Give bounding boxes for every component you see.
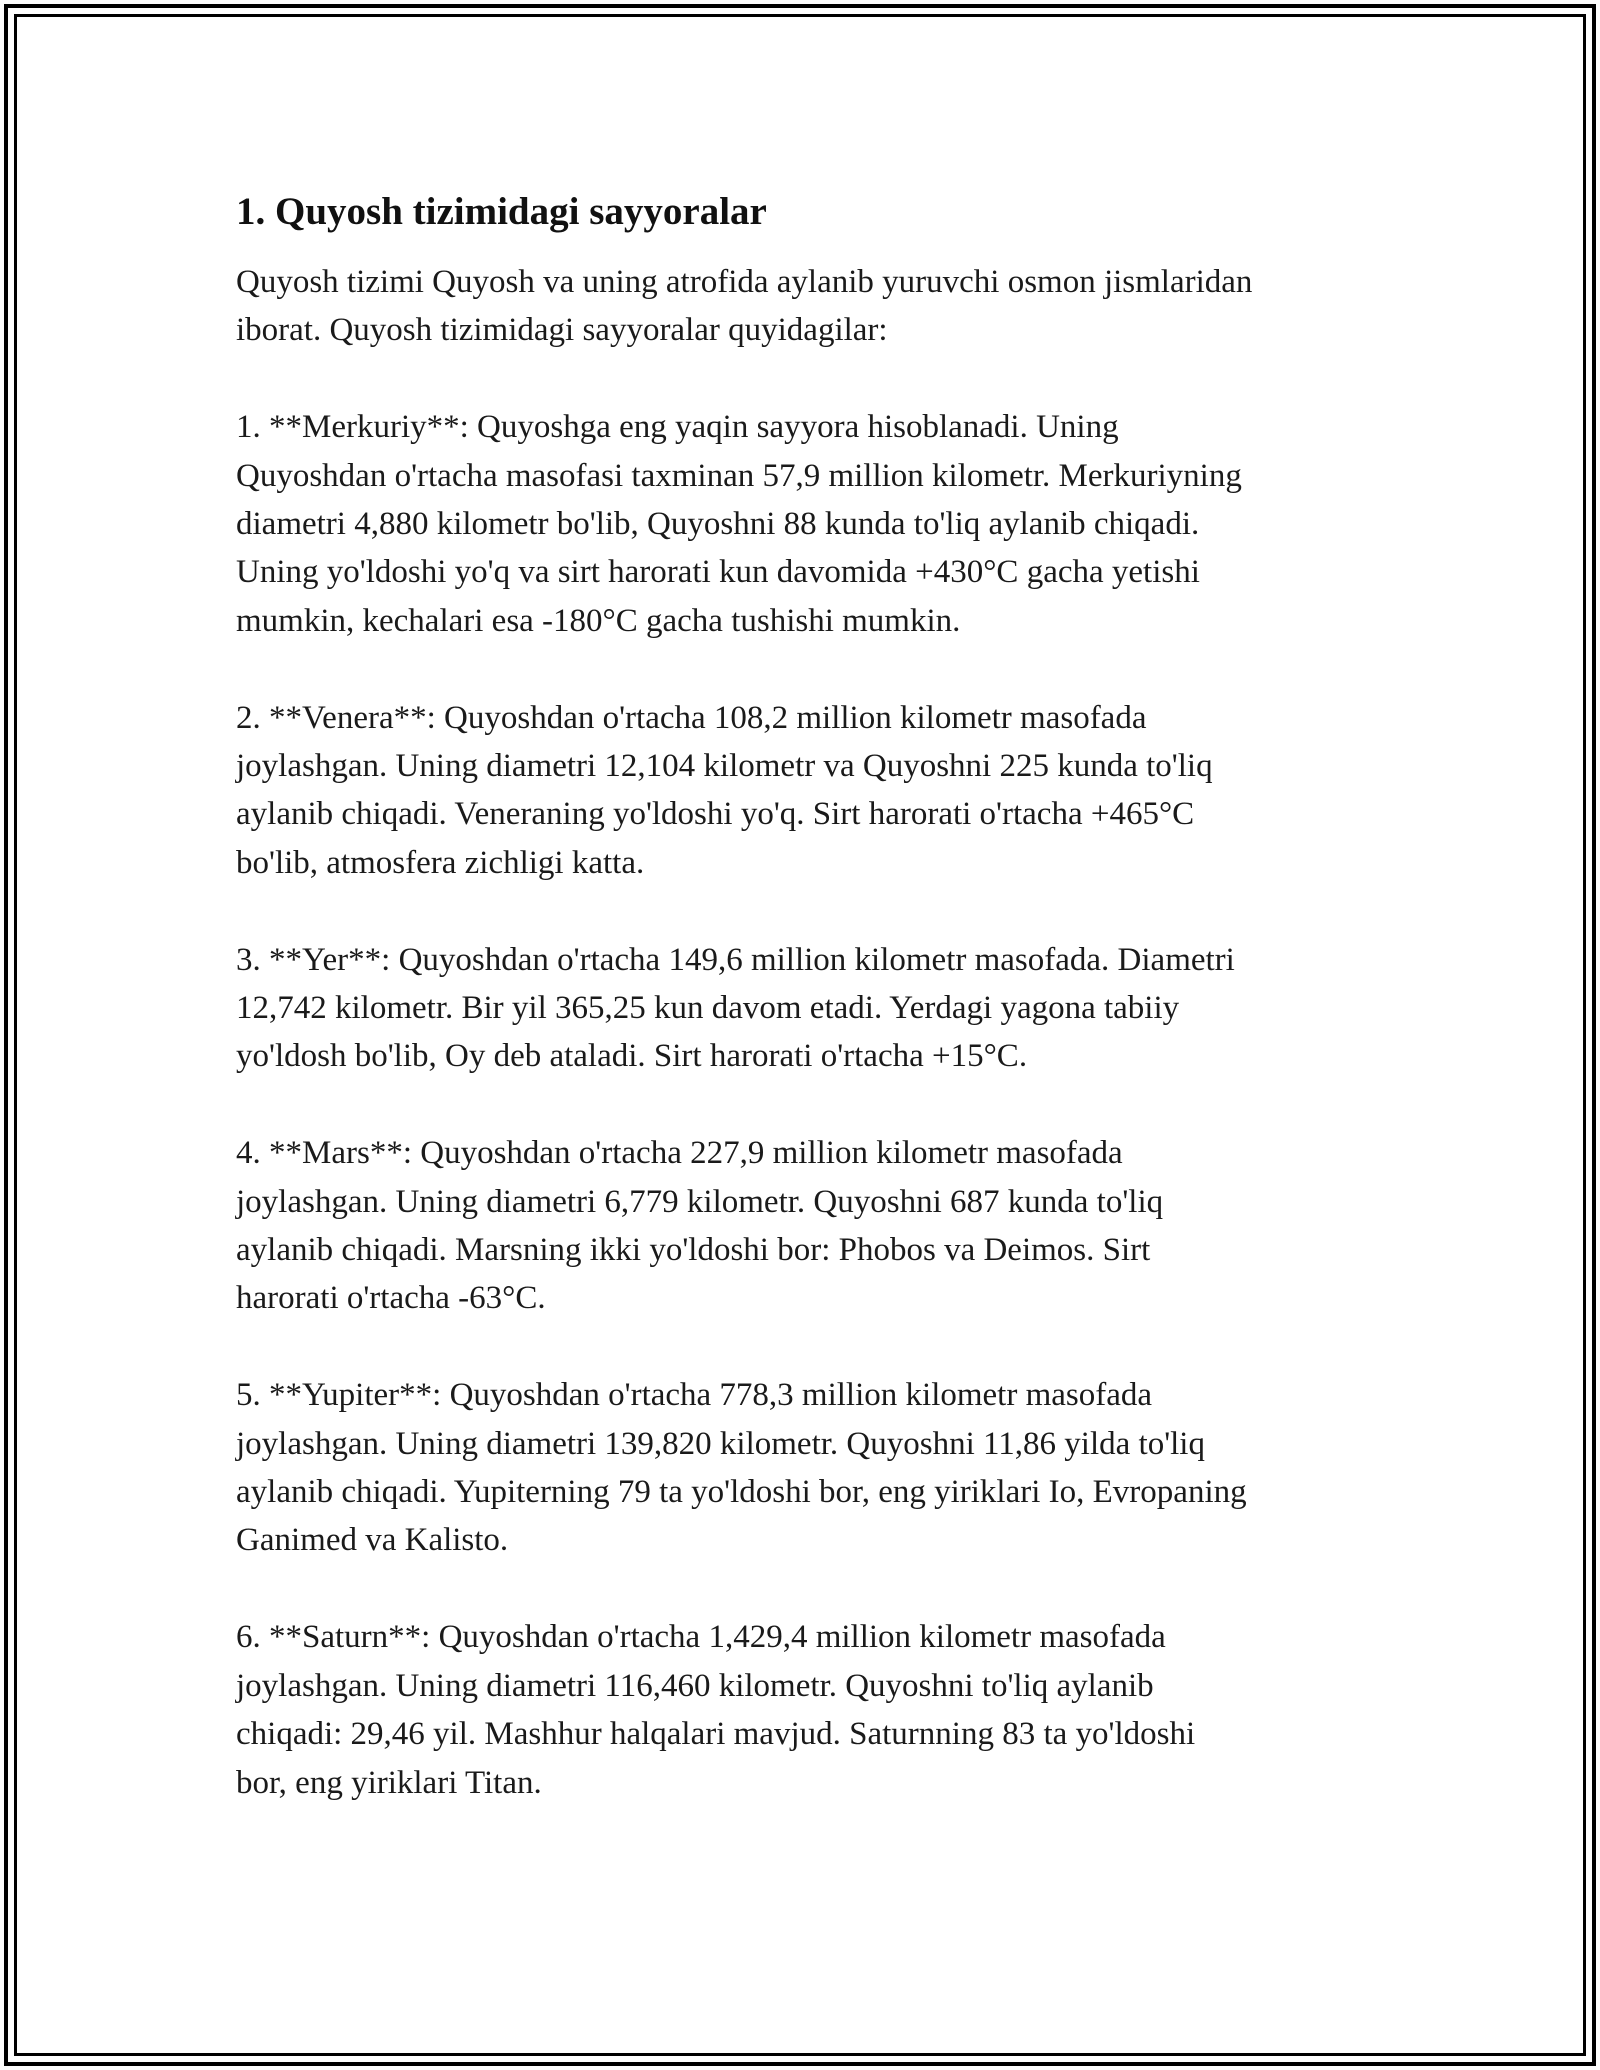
text-line: harorati o'rtacha -63°C. <box>236 1280 546 1317</box>
text-line: chiqadi: 29,46 yil. Mashhur halqalari mavjud. Saturnning 83 ta yo'ldoshi <box>236 1716 1196 1753</box>
text-line: joylashgan. Uning diametri 12,104 kilometr va Quyoshni 225 kunda to'liq <box>236 748 1213 785</box>
planet-paragraph-yer <box>236 936 1376 1081</box>
text-line: 3. **Yer**: Quyoshdan o'rtacha 149,6 million kilometr masofada. Diametri <box>236 941 1235 978</box>
text-line: Uning yo'ldoshi yo'q va sirt harorati kun davomida +430°C gacha yetishi <box>236 554 1200 591</box>
text-line: aylanib chiqadi. Yupiterning 79 ta yo'ldoshi bor, eng yiriklari Io, Evropaning <box>236 1474 1247 1511</box>
text-line: joylashgan. Uning diametri 6,779 kilometr. Quyoshni 687 kunda to'liq <box>236 1183 1164 1220</box>
text-line: 1. **Merkuriy**: Quyoshga eng yaqin sayyora hisoblanadi. Uning <box>236 409 1119 446</box>
text-line: joylashgan. Uning diametri 139,820 kilometr. Quyoshni 11,86 yilda to'liq <box>236 1425 1205 1462</box>
text-line: yo'ldosh bo'lib, Oy deb ataladi. Sirt harorati o'rtacha +15°C. <box>236 1038 1028 1075</box>
text-line: mumkin, kechalari esa -180°C gacha tushishi mumkin. <box>236 602 961 639</box>
text-line: iborat. Quyosh tizimidagi sayyoralar quyidagilar: <box>236 312 888 349</box>
text-line: Quyosh tizimi Quyosh va uning atrofida aylanib yuruvchi osmon jismlaridan <box>236 264 1253 300</box>
text-line: Quyoshdan o'rtacha masofasi taxminan 57,9 million kilometr. Merkuriyning <box>236 457 1242 494</box>
planet-paragraph-mars <box>236 1129 1376 1323</box>
document-body <box>236 186 1376 1855</box>
planet-paragraph-saturn <box>236 1613 1376 1807</box>
text-line: aylanib chiqadi. Veneraning yo'ldoshi yo'q. Sirt harorati o'rtacha +465°C <box>236 796 1195 833</box>
intro-paragraph <box>236 258 1376 355</box>
text-line: 4. **Mars**: Quyoshdan o'rtacha 227,9 million kilometr masofada <box>236 1135 1123 1172</box>
text-line: bo'lib, atmosfera zichligi katta. <box>236 844 645 881</box>
planet-paragraph-venera <box>236 694 1376 888</box>
text-line: bor, eng yiriklari Titan. <box>236 1764 542 1801</box>
planet-paragraph-yupiter <box>236 1371 1376 1565</box>
text-line: 5. **Yupiter**: Quyoshdan o'rtacha 778,3 million kilometr masofada <box>236 1377 1153 1414</box>
text-line: joylashgan. Uning diametri 116,460 kilometr. Quyoshni to'liq aylanib <box>236 1667 1154 1704</box>
text-line: 2. **Venera**: Quyoshdan o'rtacha 108,2 million kilometr masofada <box>236 699 1147 736</box>
text-line: 12,742 kilometr. Bir yil 365,25 kun davom etadi. Yerdagi yagona tabiiy <box>236 990 1180 1027</box>
text-line: 6. **Saturn**: Quyoshdan o'rtacha 1,429,4 million kilometr masofada <box>236 1619 1166 1656</box>
document-title: 1. Quyosh tizimidagi sayyoralar <box>236 190 767 233</box>
planet-paragraph-merkuriy <box>236 403 1376 645</box>
text-line: Ganimed va Kalisto. <box>236 1522 509 1559</box>
text-line: aylanib chiqadi. Marsning ikki yo'ldoshi bor: Phobos va Deimos. Sirt <box>236 1232 1151 1269</box>
text-line: diametri 4,880 kilometr bo'lib, Quyoshni 88 kunda to'liq aylanib chiqadi. <box>236 506 1200 543</box>
